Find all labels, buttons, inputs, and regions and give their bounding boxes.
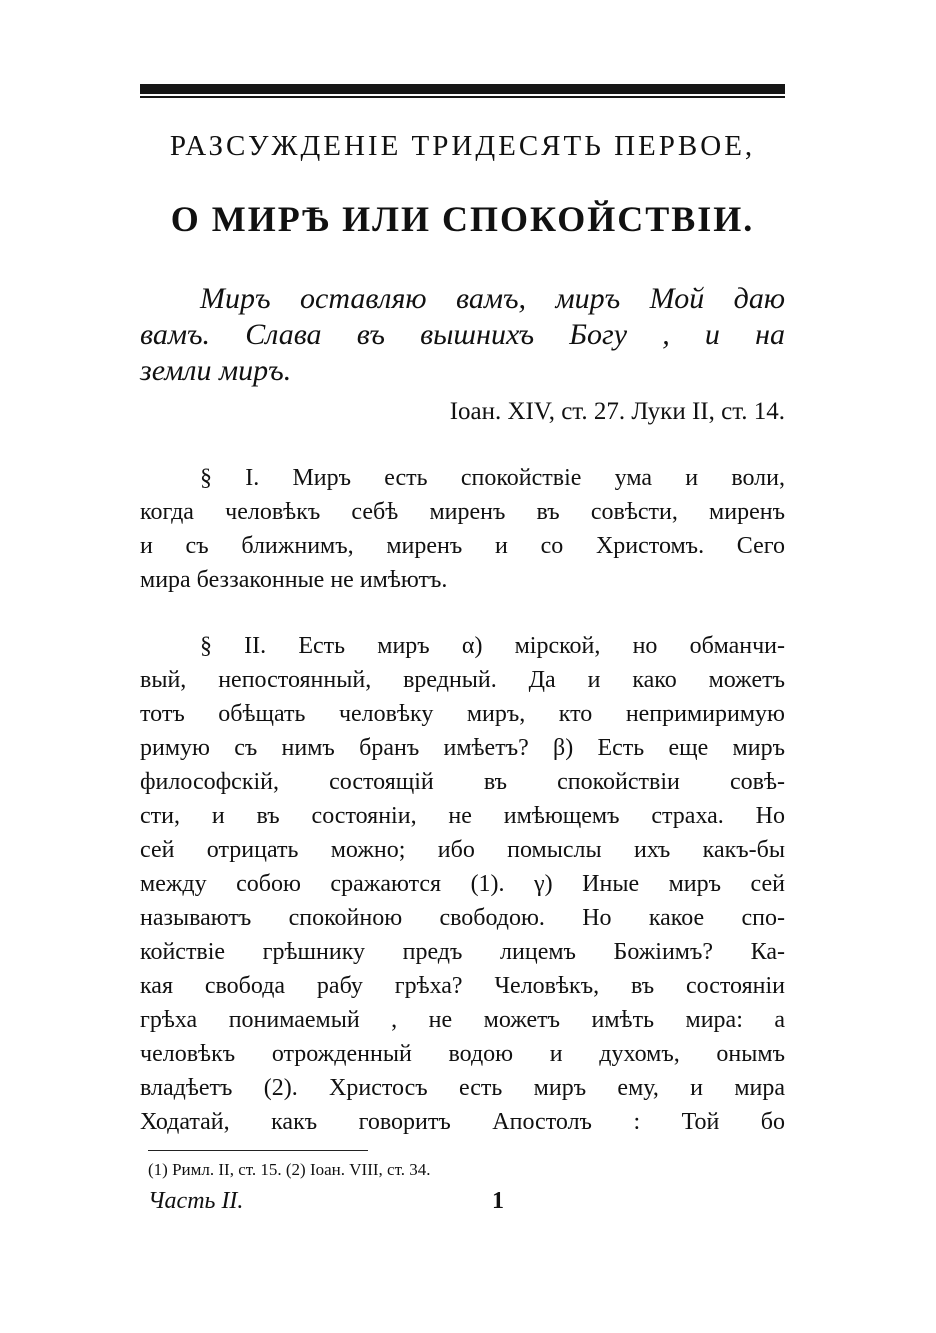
- paragraph-line: владѣетъ (2). Христосъ есть миръ ему, и мира: [140, 1075, 785, 1101]
- chapter-title: О МИРѢ ИЛИ СПОКОЙСТВІИ.: [170, 199, 755, 239]
- footnote-rule: [148, 1150, 368, 1151]
- paragraph-line: § II. Есть миръ α) мірской, но обманчи-: [200, 633, 785, 659]
- epigraph-line: вамъ. Слава въ вышнихъ Богу , и на: [140, 318, 785, 351]
- top-rule-thick: [140, 84, 785, 94]
- epigraph-reference: Іоан. XIV, ст. 27. Луки II, ст. 14.: [449, 398, 785, 425]
- epigraph-line: Миръ оставляю вамъ, миръ Мой даю: [200, 282, 785, 315]
- paragraph-line: мира беззаконные не имѣютъ.: [140, 567, 448, 593]
- paragraph-line: вый, непостоянный, вредный. Да и како можетъ: [140, 667, 785, 693]
- paragraph-line: когда человѣкъ себѣ миренъ въ совѣсти, миренъ: [140, 499, 785, 525]
- top-rule-thin: [140, 96, 785, 98]
- chapter-heading: РАЗСУЖДЕНІЕ ТРИДЕСЯТЬ ПЕРВОЕ,: [169, 130, 756, 162]
- paragraph-line: сей отрицать можно; ибо помыслы ихъ какъ-бы: [140, 837, 785, 863]
- paragraph-line: койствіе грѣшнику предъ лицемъ Божіимъ? Ка-: [140, 939, 785, 965]
- paragraph-line: сти, и въ состояніи, не имѣющемъ страха. Но: [140, 803, 785, 829]
- paragraph-line: философскій, состоящій въ спокойствіи совѣ-: [140, 769, 785, 795]
- paragraph-line: Ходатай, какъ говоритъ Апостолъ : Той бо: [140, 1109, 785, 1135]
- folio-number: 1: [492, 1188, 504, 1214]
- paragraph-line: грѣха понимаемый , не можетъ имѣть мира: а: [140, 1007, 785, 1033]
- paragraph-line: между собою сражаются (1). γ) Иные миръ сей: [140, 871, 785, 897]
- paragraph-line: кая свобода рабу грѣха? Человѣкъ, въ состояніи: [140, 973, 785, 999]
- paragraph-line: римую съ нимъ бранъ имѣетъ? β) Есть еще миръ: [140, 735, 785, 761]
- paragraph-line: § I. Миръ есть спокойствіе ума и воли,: [200, 465, 785, 491]
- paragraph-line: называютъ спокойною свободою. Но какое спо-: [140, 905, 785, 931]
- epigraph-line: земли миръ.: [140, 354, 292, 387]
- signature-mark: Часть II.: [148, 1188, 244, 1214]
- paragraph-line: человѣкъ отрожденный водою и духомъ, онымъ: [140, 1041, 785, 1067]
- paragraph-line: тотъ обѣщать человѣку миръ, кто непримиримую: [140, 701, 785, 727]
- footnote: (1) Римл. II, ст. 15. (2) Іоан. VIII, ст. 34.: [148, 1160, 431, 1179]
- paragraph-line: и съ ближнимъ, миренъ и со Христомъ. Сего: [140, 533, 785, 559]
